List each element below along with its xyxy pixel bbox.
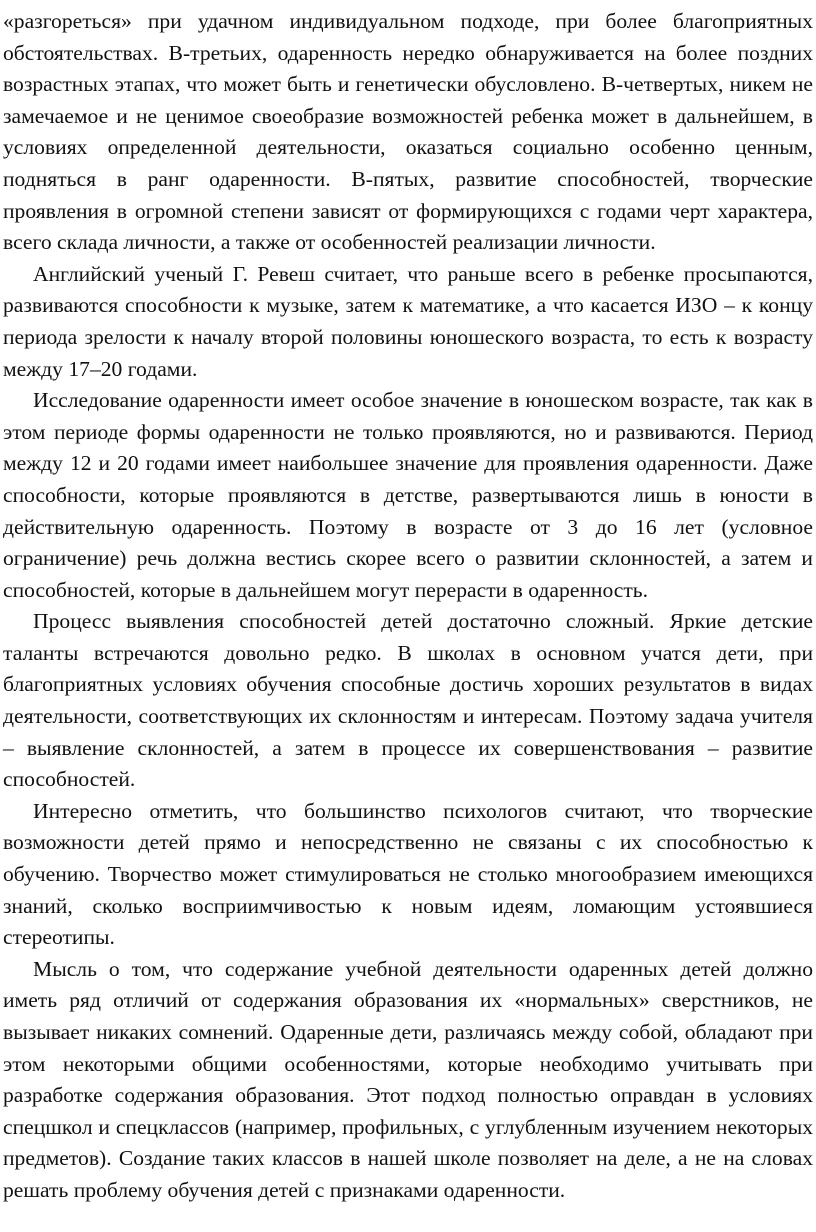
paragraph-revesh: Английский ученый Г. Ревеш считает, что раньше всего в ребенке просыпаются, развиваются способности к музыке, затем к математике, а что касается ИЗО – к концу периода зрелости к началу второй половины юношеского возраста, то есть к возрасту между 17–20 годами. xyxy=(3,261,813,381)
paragraph-identification-process: Процесс выявления способностей детей достаточно сложный. Яркие детские таланты встречаются довольно редко. В школах в основном учатся дети, при благоприятных условиях обучения способные достичь хороших результатов в видах деятельности, соответствующих их склонностям и интересам. Поэтому задача учителя – выявление склонностей, а затем в процессе их совершенствования – развитие способностей. xyxy=(3,609,813,792)
paragraph-continuation: «разгореться» при удачном индивидуальном подходе, при более благоприятных обстоятельствах. В-третьих, одаренность нередко обнаруживается на более поздних возрастных этапах, что может быть и генетически обусловлено. В-четвертых, никем не замечаемое и не ценимое своеобразие возможностей ребенка может в дальнейшем, в условиях определенной деятельности, оказаться социально особенно ценным, подняться в ранг одаренности. В-пятых, развитие способностей, творческие проявления в огромной степени зависят от формирующихся с годами черт характера, всего склада личности, а также от особенностей реализации личности. xyxy=(3,9,813,255)
paragraph-creativity: Интересно отметить, что большинство психологов считают, что творческие возможности детей прямо и непосредственно не связаны с их способностью к обучению. Творчество может стимулироваться не столько многообразием имеющихся знаний, сколько восприимчивостью к новым идеям, ломающим устоявшиеся стереотипы. xyxy=(3,798,813,950)
paragraph-youth-giftedness: Исследование одаренности имеет особое значение в юношеском возрасте, так как в этом периоде формы одаренности не только проявляются, но и развиваются. Период между 12 и 20 годами имеет наибольшее значение для проявления одаренности. Даже способности, которые проявляются в детстве, развертываются лишь в юности в действительную одаренность. Поэтому в возрасте от 3 до 16 лет (условное ограничение) речь должна вестись скорее всего о развитии склонностей, а затем и способностей, которые в дальнейшем могут перерасти в одаренность. xyxy=(3,388,813,602)
paragraph-education-content: Мысль о том, что содержание учебной деятельности одаренных детей должно иметь ряд отличий от содержания образования их «нормальных» сверстников, не вызывает никаких сомнений. Одаренные дети, различаясь между собой, обладают при этом некоторыми общими особенностями, которые необходимо учитывать при разработке содержания образования. Этот подход полностью оправдан в условиях спецшкол и спецклассов (например, профильных, с углубленным изучением некоторых предметов). Создание таких классов в нашей школе позволяет на деле, а не на словах решать проблему обучения детей с признаками одаренности. xyxy=(3,956,813,1202)
